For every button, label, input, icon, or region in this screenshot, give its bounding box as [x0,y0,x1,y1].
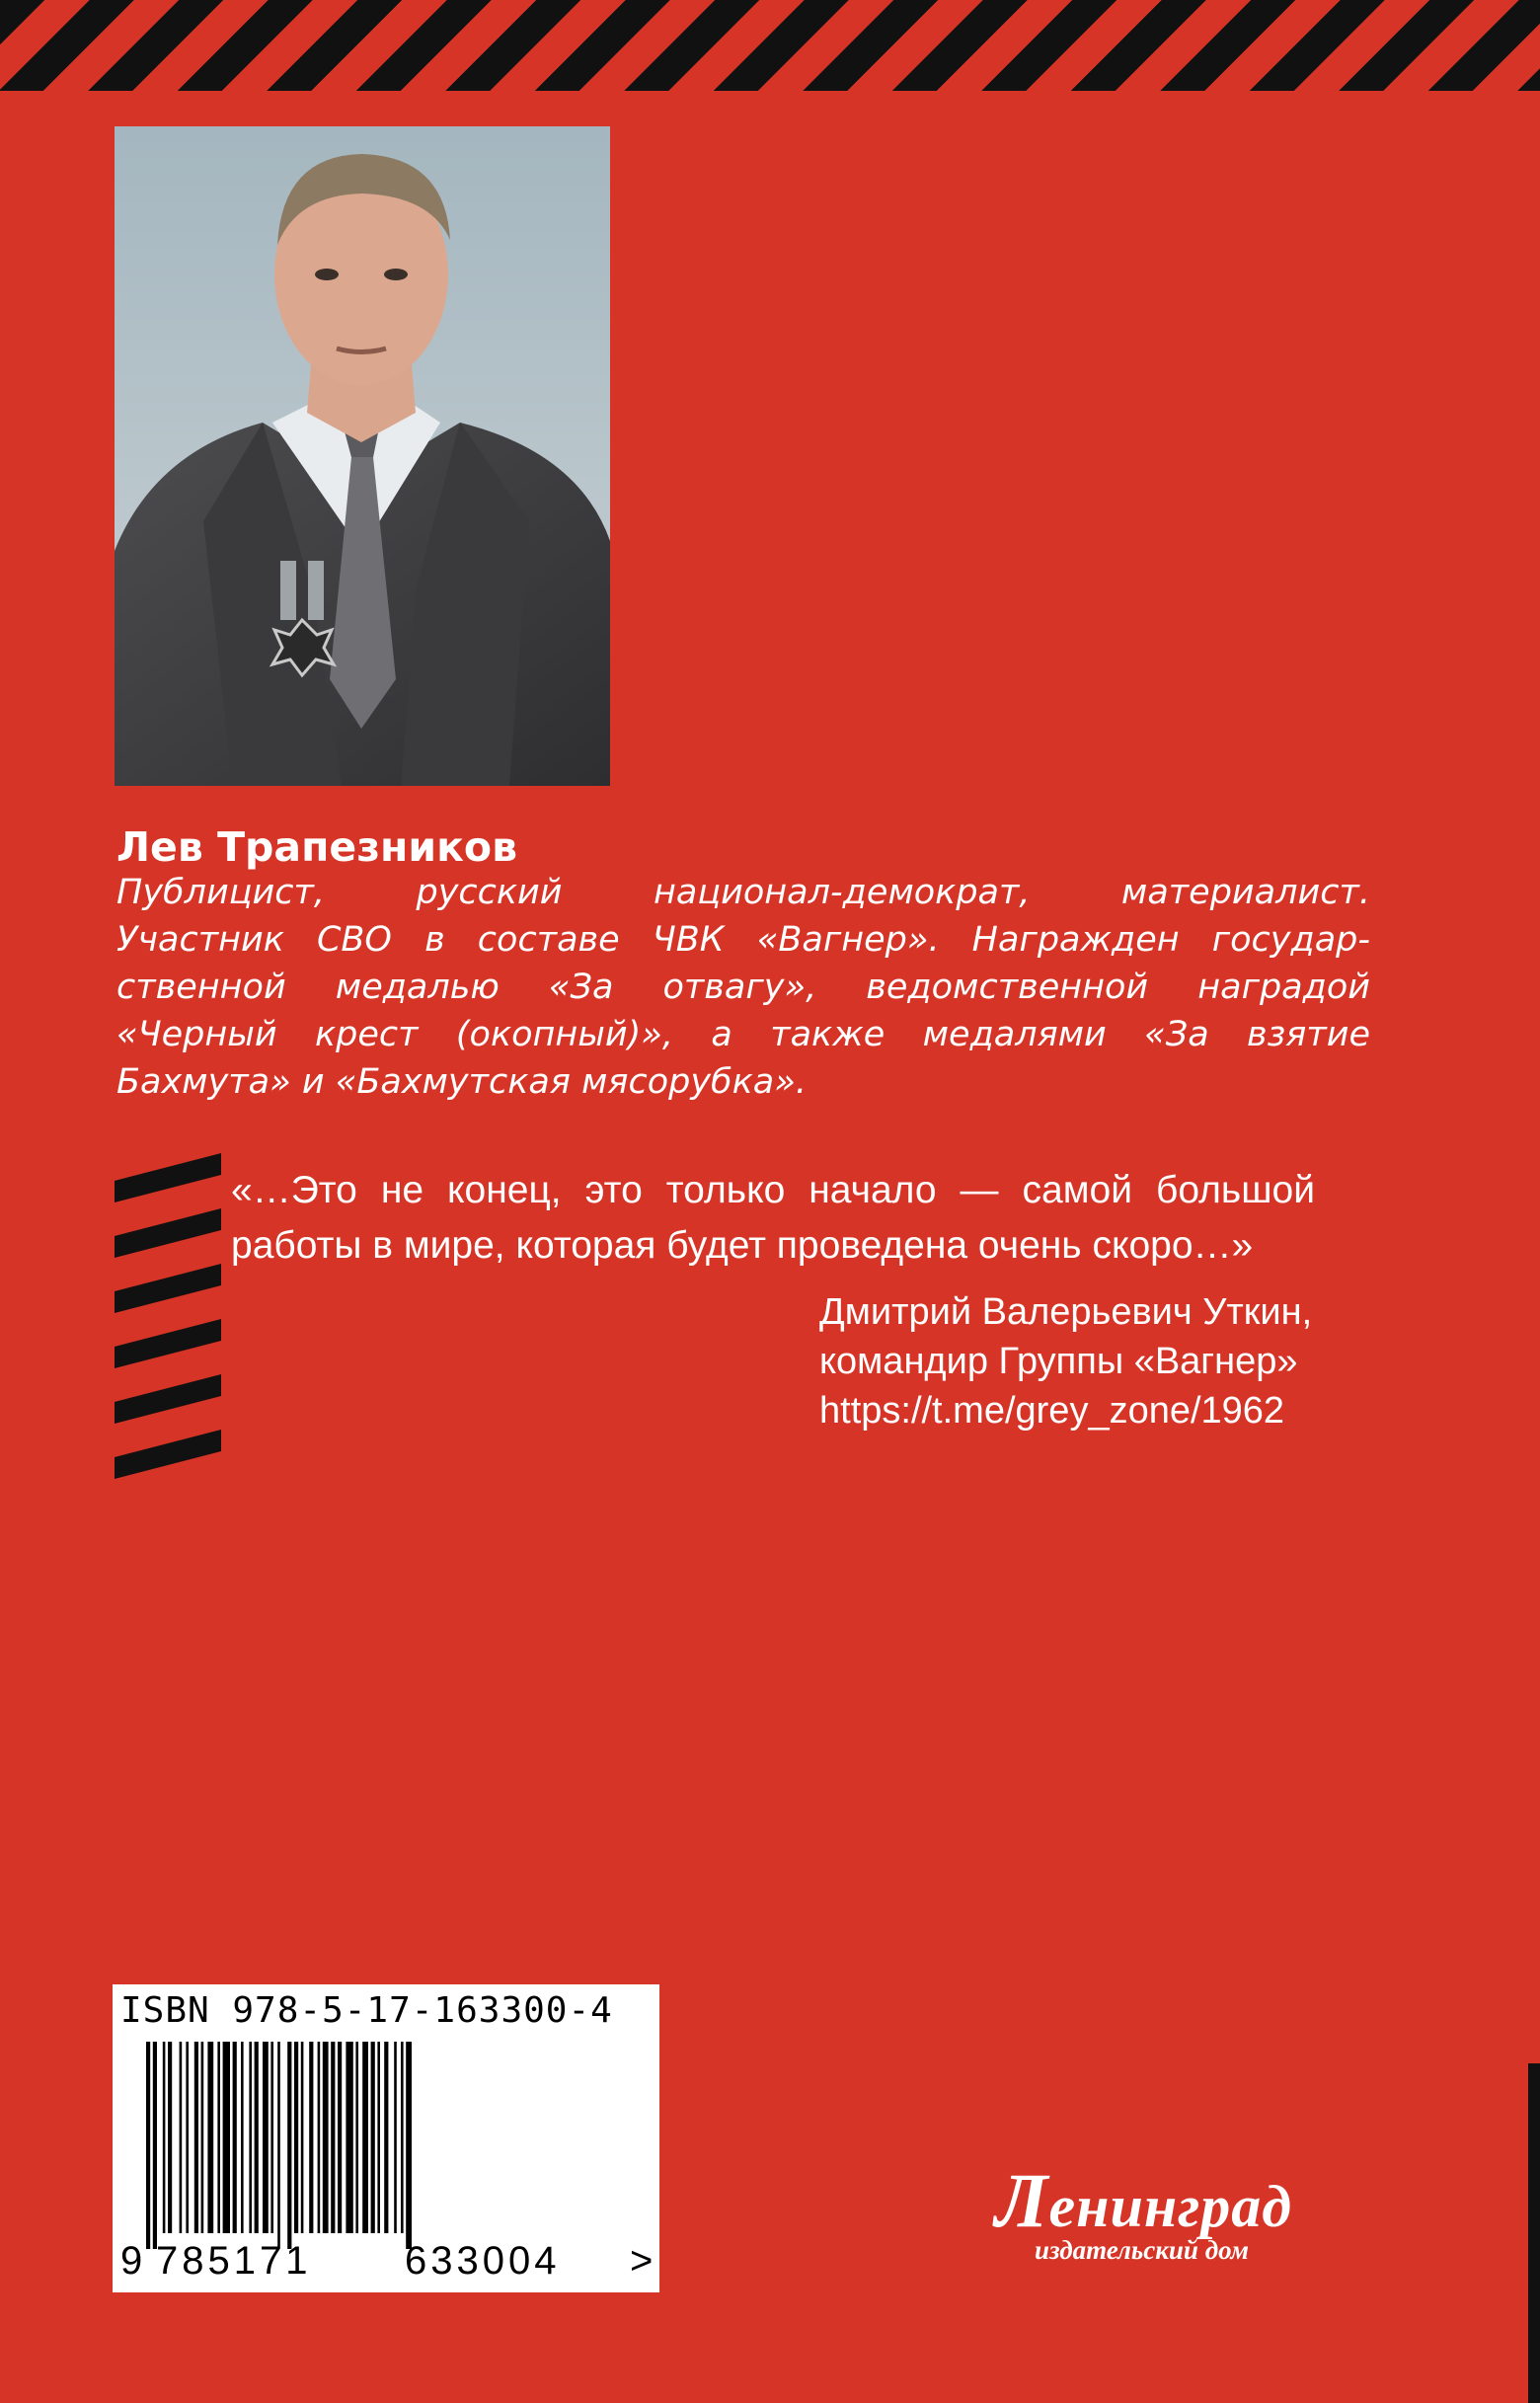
barcode-bar [318,2042,321,2233]
barcode-bar [401,2042,404,2233]
barcode-bar [287,2042,291,2249]
barcode-bar [201,2042,204,2233]
isbn-barcode [113,1984,659,2292]
publisher-subtitle: издательский дом [1035,2235,1250,2265]
barcode-bar [163,2042,166,2233]
publisher-logo [995,2157,1370,2277]
attribution-role: командир Группы «Вагнер» [819,1341,1298,1382]
barcode-digits-right: 633004 [405,2239,561,2283]
barcode-digits-left: 785171 [156,2239,312,2283]
barcode-bar [217,2042,220,2233]
barcode-bar [249,2042,252,2233]
top-hazard-stripes [0,0,1540,91]
side-hazard-stripes [115,1153,221,1479]
barcode-bars [142,2042,616,2249]
barcode-bar [362,2042,368,2233]
author-portrait-illustration [115,126,610,786]
barcode-bar [309,2042,313,2233]
quote-block [231,1163,1315,1274]
author-photo [115,126,610,786]
barcode-bar [294,2042,298,2233]
barcode-bar [346,2042,352,2233]
barcode-bar [277,2042,280,2249]
barcode-digit-first: 9 [120,2239,143,2283]
bio-line: Участник СВО в составе ЧВК «Вагнер». Награжден государ- [116,920,1370,960]
quote-attribution [819,1287,1312,1435]
barcode-bar [263,2042,269,2233]
barcode-bar [153,2042,157,2249]
barcode-bar [233,2042,237,2233]
barcode-bar [355,2042,358,2233]
barcode-quiet-zone-marker: > [630,2239,654,2283]
barcode-bar [194,2042,198,2233]
barcode-bar [406,2042,412,2249]
bio-line: ственной медалью «За отвагу», ведомственной наградой [116,968,1370,1007]
barcode-bar [146,2042,150,2249]
barcode-bar [371,2042,375,2233]
barcode-bar [338,2042,342,2233]
barcode-bar [186,2042,189,2233]
publisher-initial: Л [995,2157,1049,2243]
barcode-bar [331,2042,335,2233]
quote-line: «…Это не конец, это только начало — самой большой [231,1169,1315,1211]
barcode-bar [270,2042,273,2233]
isbn-label: ISBN 978-5-17-163300-4 [120,1990,613,2031]
barcode-bar [223,2042,230,2233]
barcode-bar [394,2042,397,2233]
barcode-bar [207,2042,213,2233]
publisher-name-rest: енинград [1048,2174,1293,2239]
barcode-bar [323,2042,329,2233]
barcode-bar [301,2042,304,2233]
bio-line: «Черный крест (окопный)», а также медалями «За взятие [116,1015,1370,1054]
quote-line: работы в мире, которая будет проведена очень скоро…» [231,1224,1254,1267]
publisher-name [995,2157,1293,2243]
barcode-bar [180,2042,183,2233]
spine-edge [1528,2063,1540,2403]
barcode-bar [377,2042,380,2233]
barcode-bar [384,2042,388,2233]
bio-line: Публицист, русский национал-демократ, материалист. [116,873,1370,912]
barcode-bar [255,2042,259,2233]
barcode-bar [168,2042,172,2233]
attribution-name: Дмитрий Валерьевич Уткин, [819,1291,1313,1333]
author-bio [116,869,1370,1106]
author-name: Лев Трапезников [116,823,518,871]
barcode-bar [241,2042,244,2233]
attribution-link: https://t.me/grey_zone/1962 [819,1390,1285,1432]
bio-line: Бахмута» и «Бахмутская мясорубка». [116,1062,807,1102]
